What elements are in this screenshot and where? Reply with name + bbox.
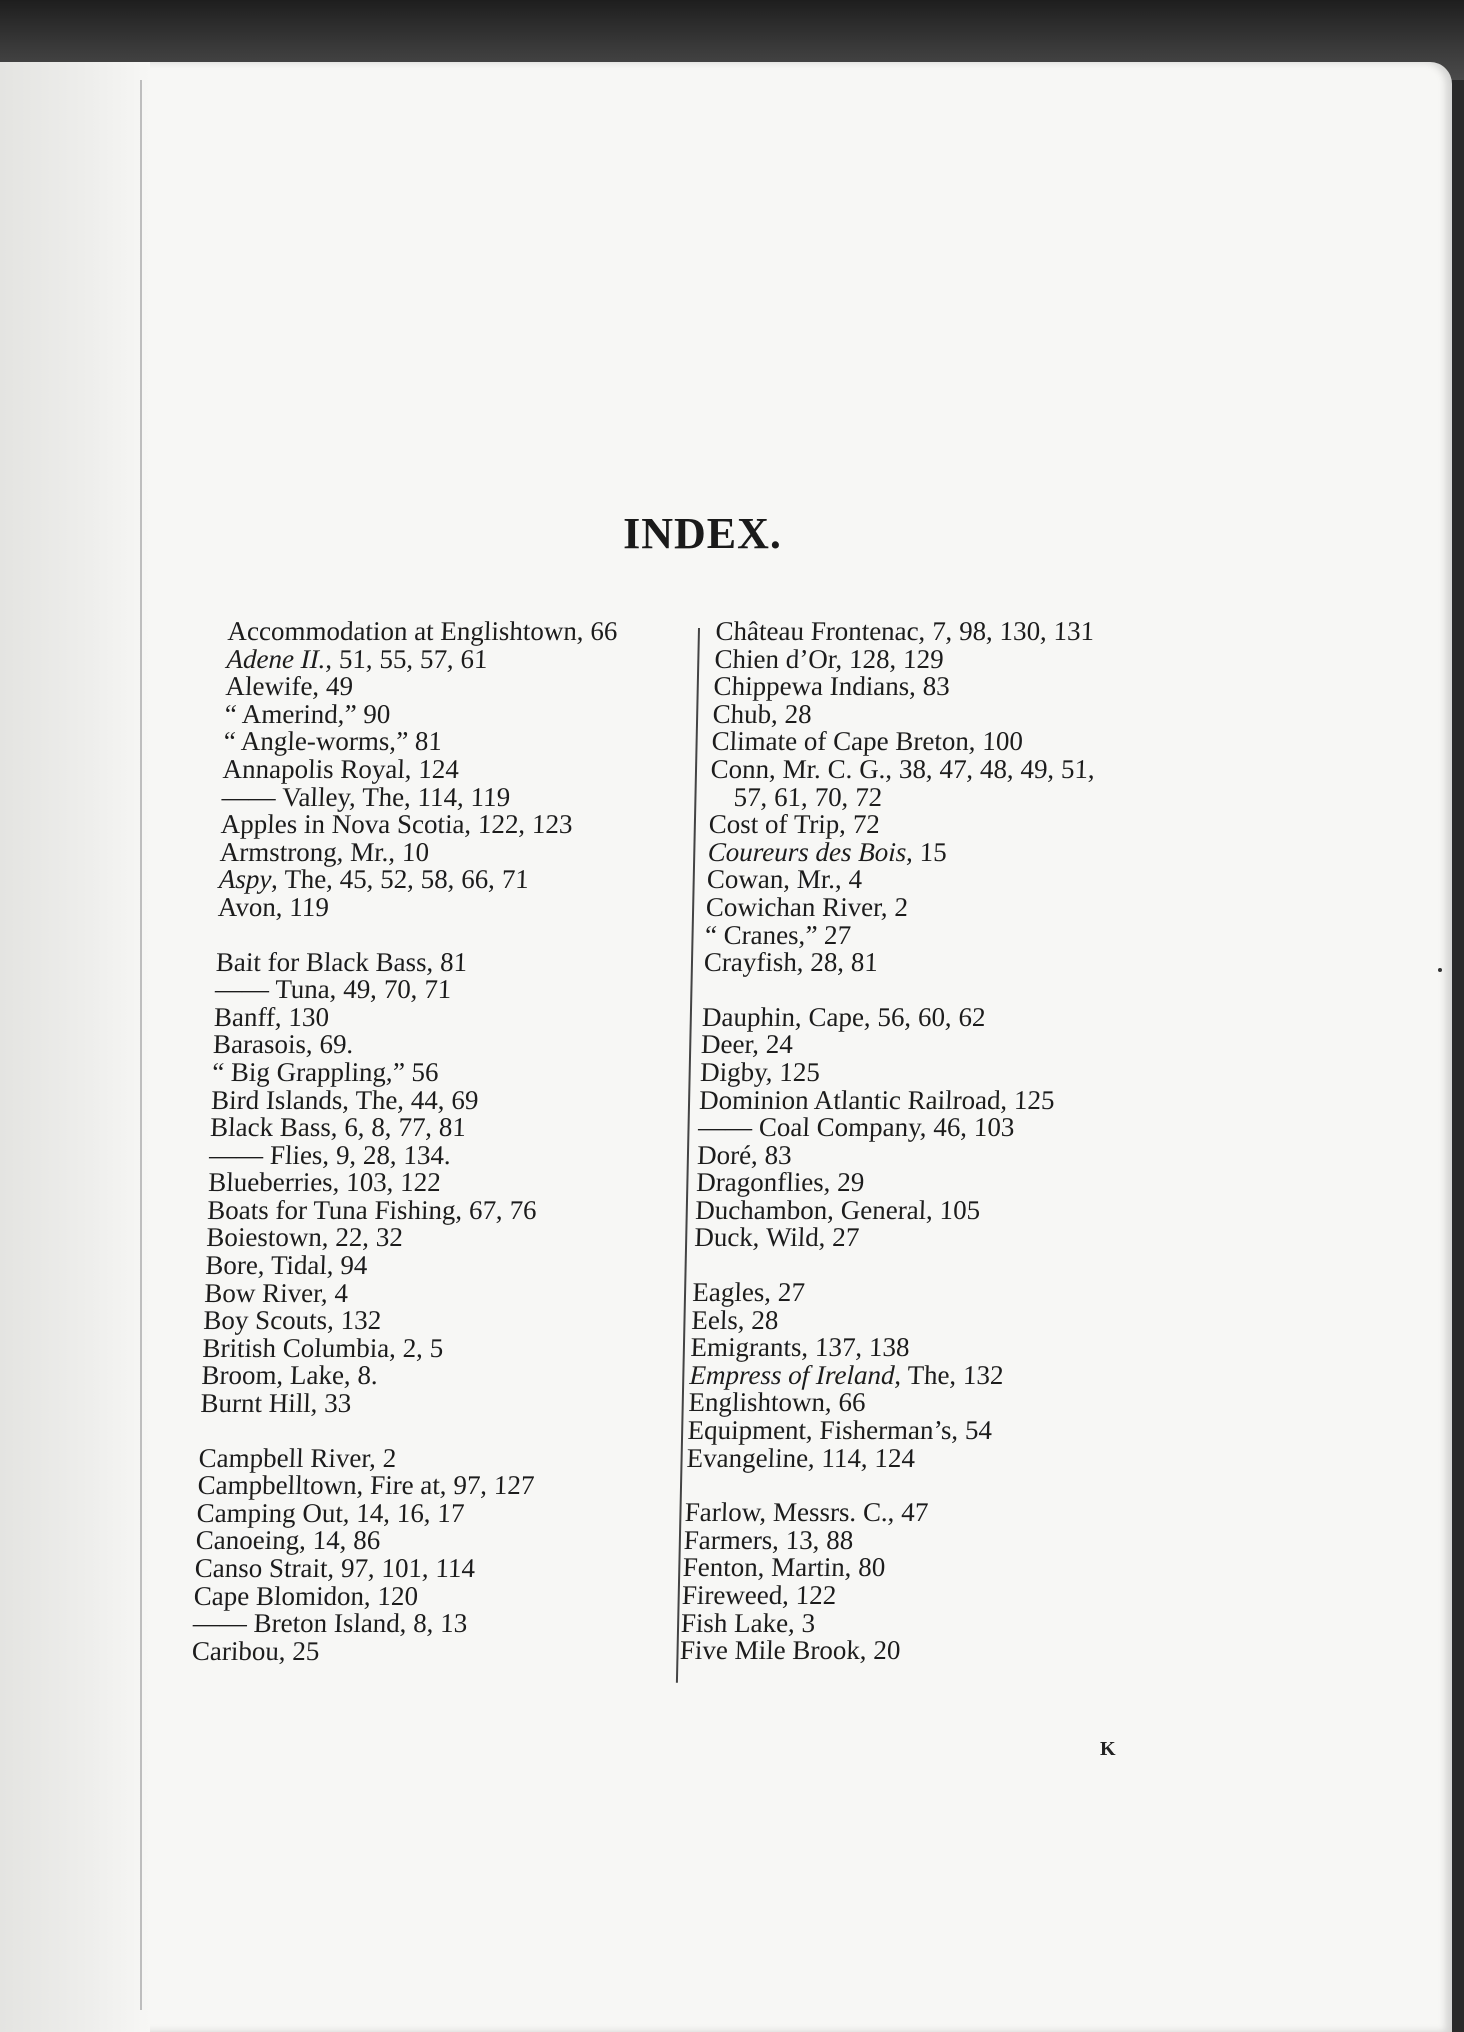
index-entry [198, 1442, 669, 1473]
index-entry [681, 1582, 1152, 1610]
index-entry-italic: Empress of Ireland [689, 1359, 896, 1390]
index-entry [704, 919, 1175, 950]
index-entry-text: Cape Blomidon, 120 [193, 1580, 419, 1611]
index-entry-text: Digby, 125 [699, 1056, 821, 1087]
index-entry [690, 1334, 1161, 1362]
index-entry-text: , The, 45, 52, 58, 66, 71 [270, 864, 530, 895]
index-entry-text: Doré, 83 [696, 1139, 793, 1170]
page-speck [1438, 968, 1442, 972]
index-entry [208, 1139, 680, 1170]
index-entry [195, 1527, 666, 1555]
index-entry-text: —— Valley, The, 114, 119 [221, 781, 511, 812]
index-entry [193, 1580, 664, 1611]
index-entry [217, 891, 688, 922]
index-entry-text: Dauphin, Cape, 56, 60, 62 [701, 1001, 987, 1032]
index-entry-text: Bait for Black Bass, 81 [215, 946, 468, 977]
index-entry-text: —— Flies, 9, 28, 134. [208, 1139, 452, 1170]
index-entry [698, 1114, 1169, 1142]
index-entry-text: Bird Islands, The, 44, 69 [210, 1084, 479, 1115]
index-entry-text: Banff, 130 [213, 1001, 330, 1032]
index-entry-text: Crayfish, 28, 81 [703, 947, 879, 978]
index-entry-text: Campbell River, 2 [198, 1442, 397, 1473]
index-entry [682, 1554, 1153, 1582]
index-entry-text: Château Frontenac, 7, 98, 130, 131 [715, 616, 1095, 646]
index-entry [224, 698, 695, 729]
index-entry-text: Conn, Mr. C. G., 38, 47, 48, 49, 51, [710, 753, 1096, 784]
index-entry-text: Alewife, 49 [225, 671, 354, 702]
index-entry-italic: Aspy [218, 864, 272, 895]
index-entry-text: Boats for Tuna Fishing, 67, 76 [206, 1194, 538, 1225]
index-entry [686, 1442, 1157, 1473]
index-entry [694, 1224, 1165, 1252]
index-entry-text: Farlow, Messrs. C., 47 [684, 1497, 929, 1528]
index-entry [227, 618, 698, 646]
index-entry-text: Bow River, 4 [203, 1277, 349, 1308]
index-entry [712, 698, 1183, 729]
index-entry [705, 891, 1176, 922]
index-entry [194, 1555, 665, 1583]
index-entry-text: Boy Scouts, 132 [202, 1305, 382, 1336]
index-entry [203, 1277, 675, 1308]
index-entry-text: , The, 132 [894, 1359, 1005, 1390]
page-gutter-shadow [0, 62, 150, 2032]
gutter-line [140, 80, 142, 2010]
index-entry-text: Dominion Atlantic Railroad, 125 [698, 1084, 1056, 1115]
index-entry [203, 1307, 674, 1335]
index-entry [196, 1497, 667, 1528]
index-entry [225, 673, 696, 701]
index-entry-text: Duck, Wild, 27 [693, 1222, 860, 1253]
index-entry-text: Fenton, Martin, 80 [682, 1552, 886, 1583]
index-entry [200, 1390, 671, 1418]
index-entry [220, 811, 691, 839]
index-entry [210, 1084, 682, 1115]
index-entry [222, 753, 693, 784]
index-entry-text: Farmers, 13, 88 [683, 1524, 854, 1555]
index-entry-text: Fish Lake, 3 [680, 1607, 816, 1638]
index-entry-text: Apples in Nova Scotia, 122, 123 [220, 809, 574, 840]
index-entry-text: , 51, 55, 57, 61 [325, 643, 489, 674]
index-entry-text: Blueberries, 103, 122 [207, 1167, 442, 1198]
index-entry [692, 1279, 1163, 1307]
index-entry [684, 1499, 1155, 1527]
index-entry-text: Deer, 24 [700, 1029, 794, 1060]
index-entry [708, 811, 1179, 839]
index-entry [192, 1610, 663, 1638]
index-entry [709, 781, 1180, 812]
index-entry [679, 1637, 1150, 1665]
index-entry-text: Canoeing, 14, 86 [195, 1525, 381, 1556]
index-entry-text: , 15 [905, 836, 948, 867]
index-entry [201, 1362, 672, 1390]
index-entry-text: Climate of Cape Breton, 100 [711, 726, 1024, 757]
index-entry [201, 1332, 673, 1363]
index-column-left [191, 618, 698, 1665]
index-entry-text: Duchambon, General, 105 [694, 1194, 981, 1225]
index-entry-text: “ Cranes,” 27 [704, 919, 852, 950]
index-entry [711, 728, 1182, 756]
index-entry [696, 1169, 1167, 1197]
index-entry-text: Fireweed, 122 [681, 1580, 837, 1610]
index-entry [715, 618, 1186, 646]
index-entry-italic: Coureurs des Bois [707, 836, 907, 867]
index-entry-text: Armstrong, Mr., 10 [219, 836, 430, 867]
index-entry [221, 781, 692, 812]
index-entry [710, 753, 1181, 784]
index-entry [205, 1252, 676, 1280]
index-entry-text: Accommodation at Englishtown, 66 [227, 616, 619, 646]
index-entry-text: Canso Strait, 97, 101, 114 [194, 1553, 476, 1583]
index-entry-text: Avon, 119 [217, 891, 330, 922]
index-entry [680, 1607, 1151, 1638]
index-entry-text: Broom, Lake, 8. [201, 1360, 379, 1391]
index-entry-text: Chien d’Or, 128, 129 [714, 643, 945, 674]
index-entry-text: Chub, 28 [712, 698, 813, 729]
index-entry-text: —— Breton Island, 8, 13 [192, 1608, 468, 1639]
index-entry [226, 643, 697, 674]
index-entry [714, 643, 1185, 674]
index-entry-text: Dragonflies, 29 [695, 1167, 865, 1198]
index-entry [701, 1031, 1172, 1059]
index-entry-text: Campbelltown, Fire at, 97, 127 [197, 1470, 535, 1501]
index-entry-text: British Columbia, 2, 5 [201, 1332, 444, 1363]
index-entry [699, 1056, 1171, 1087]
index-entry-text: Burnt Hill, 33 [200, 1388, 352, 1419]
index-entry [223, 728, 694, 756]
page-title: INDEX. [623, 509, 782, 558]
index-entry-text: Caribou, 25 [191, 1635, 320, 1666]
index-entry-text: “ Angle-worms,” 81 [223, 726, 443, 757]
index-entry [197, 1472, 668, 1500]
index-entry [213, 1031, 684, 1059]
index-entry-text: Black Bass, 6, 8, 77, 81 [209, 1112, 467, 1143]
index-entry [687, 1417, 1158, 1445]
index-entry-text: Emigrants, 137, 138 [690, 1332, 911, 1363]
index-entry-text: “ Big Grappling,” 56 [211, 1056, 440, 1087]
index-entry [707, 836, 1178, 867]
index-entry [210, 1114, 681, 1142]
index-entry [215, 946, 686, 977]
index-entry [689, 1359, 1160, 1390]
index-entry-text: Cowan, Mr., 4 [706, 864, 863, 895]
index-entry [713, 673, 1184, 701]
index-entry-text: Bore, Tidal, 94 [204, 1250, 368, 1281]
index-entry-text: Camping Out, 14, 16, 17 [196, 1497, 466, 1528]
index-entry [219, 836, 690, 867]
index-column-right [679, 618, 1186, 1665]
index-entry [191, 1635, 662, 1666]
index-entry-text: 57, 61, 70, 72 [733, 781, 883, 812]
index-entry-text: —— Tuna, 49, 70, 71 [214, 974, 452, 1005]
index-entry [213, 1001, 685, 1032]
index-entry-text: Barasois, 69. [212, 1029, 354, 1060]
index-entry-text: Five Mile Brook, 20 [679, 1635, 901, 1666]
index-entry [706, 866, 1177, 894]
index-entry-text: Annapolis Royal, 124 [222, 753, 460, 784]
index-entry [701, 1001, 1173, 1032]
index-entry-text: Eels, 28 [690, 1304, 780, 1335]
index-entry [694, 1194, 1166, 1225]
index-entry-text: Cost of Trip, 72 [708, 809, 881, 840]
index-entry [688, 1389, 1159, 1417]
index-entry [206, 1224, 677, 1252]
index-entry-text: Eagles, 27 [691, 1277, 806, 1308]
index-entry [218, 866, 689, 894]
index-entry [211, 1056, 683, 1087]
index-entry-text: Boiestown, 22, 32 [205, 1222, 404, 1253]
index-entry [215, 976, 686, 1004]
index-entry [690, 1304, 1162, 1335]
index-entry-text: —— Coal Company, 46, 103 [697, 1112, 1015, 1143]
index-entry-text: Evangeline, 114, 124 [686, 1442, 916, 1473]
index-entry-text: Chippewa Indians, 83 [713, 671, 951, 702]
index-entry-italic: Adene II. [226, 643, 327, 674]
index-entry [698, 1084, 1170, 1115]
index-entry [696, 1139, 1168, 1170]
index-entry-text: Cowichan River, 2 [705, 891, 909, 922]
signature-mark: K [1100, 1738, 1116, 1760]
index-entry [208, 1169, 679, 1197]
index-entry [206, 1194, 678, 1225]
index-entry [683, 1524, 1154, 1555]
index-entry [703, 949, 1174, 977]
index-entry-text: Englishtown, 66 [688, 1387, 867, 1418]
index-entry-text: “ Amerind,” 90 [224, 698, 391, 729]
index-entry-text: Equipment, Fisherman’s, 54 [687, 1415, 993, 1446]
